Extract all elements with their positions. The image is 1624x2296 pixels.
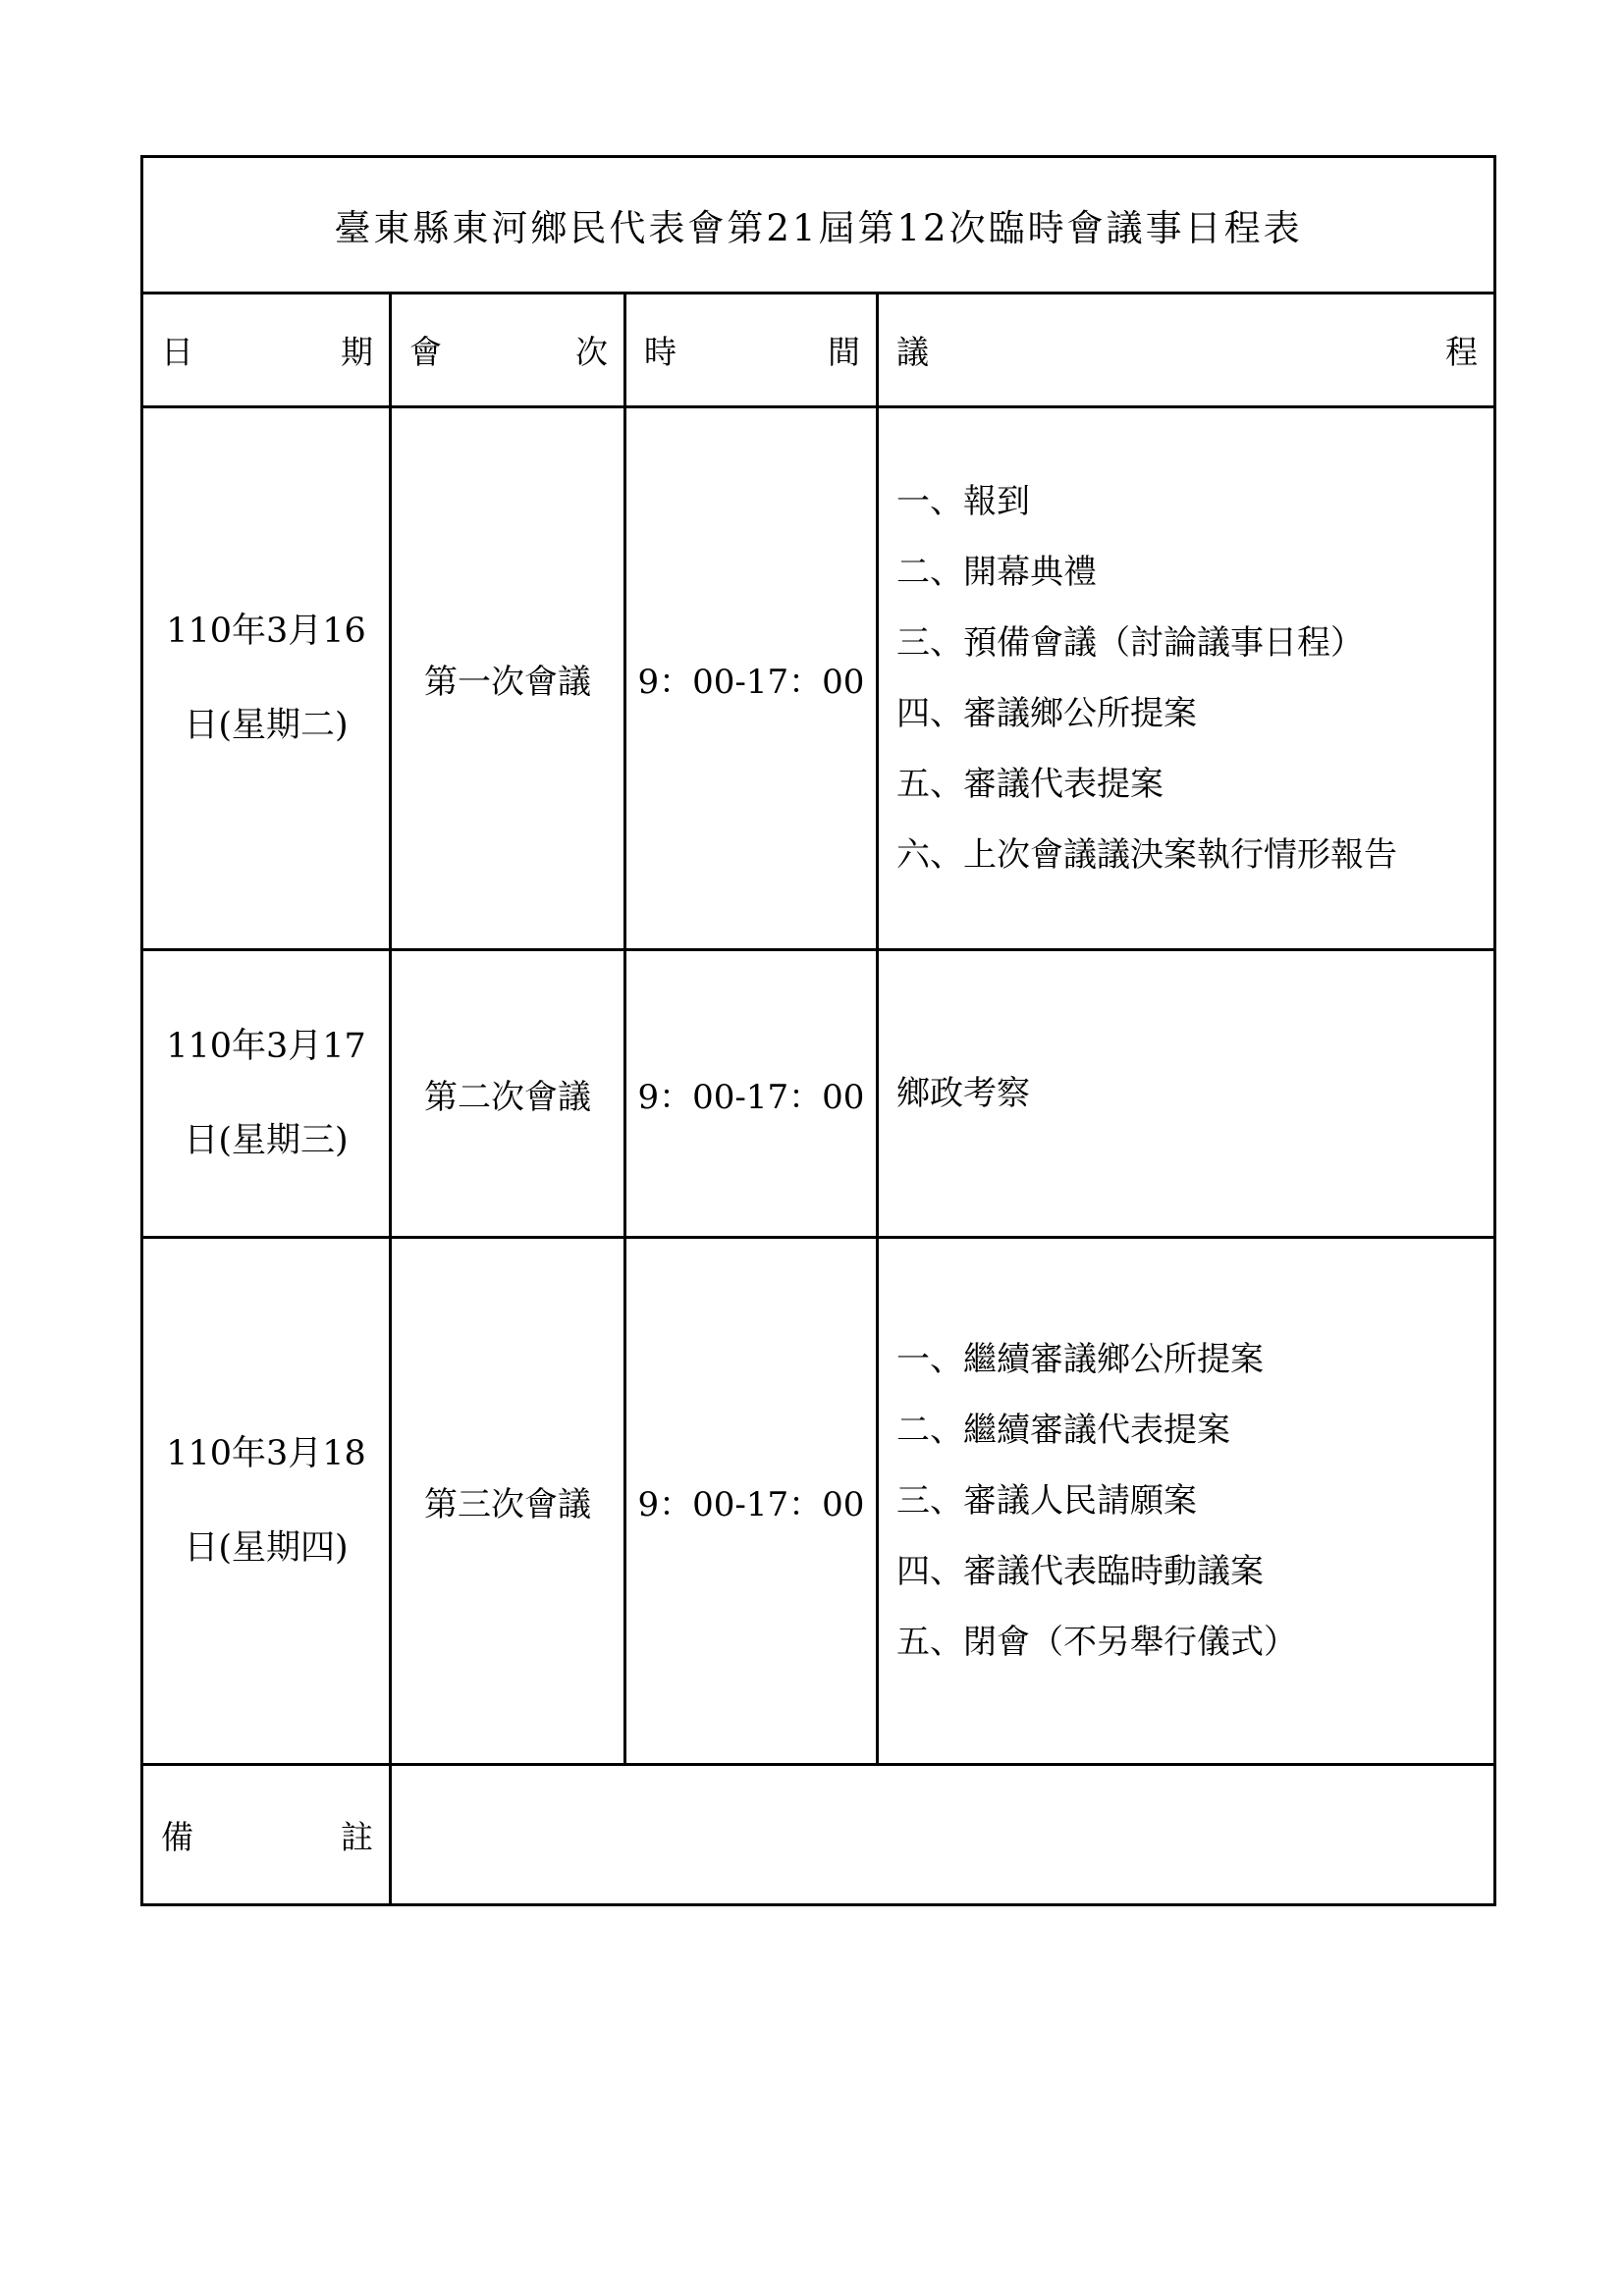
date-line-2: 日(星期四) [184,1528,349,1568]
agenda-cell [878,1238,1495,1765]
document-title: 臺東縣東河鄉民代表會第21屆第12次臨時會議事日程表 [142,157,1495,294]
time-cell: 9：00-17：00 [625,950,878,1238]
schedule-sheet [140,155,1493,1912]
time-cell: 9：00-17：00 [625,407,878,950]
date-line-2: 日(星期三) [184,1121,349,1160]
table-row [142,407,1495,950]
agenda-list [896,1058,1493,1129]
agenda-item: 六、上次會議議決案執行情形報告 [896,835,1397,875]
header-session-char-1: 會 [409,333,442,371]
agenda-item: 三、預備會議（討論議事日程） [896,623,1364,663]
schedule-table [140,155,1496,1906]
agenda-cell [878,950,1495,1238]
notes-content [391,1765,1495,1905]
header-date-char-2: 期 [341,333,373,371]
header-time-char-2: 間 [828,333,860,371]
header-agenda [878,294,1495,407]
date-cell [142,407,391,950]
header-time [625,294,878,407]
agenda-cell [878,407,1495,950]
agenda-item: 五、閉會（不另舉行儀式） [896,1623,1297,1662]
table-row [142,1238,1495,1765]
header-date-char-1: 日 [161,333,193,371]
header-agenda-char-1: 議 [896,333,929,371]
agenda-list [896,1324,1493,1678]
agenda-item: 三、審議人民請願案 [896,1481,1197,1521]
agenda-list [896,466,1493,890]
agenda-item: 一、繼續審議鄉公所提案 [896,1340,1264,1379]
agenda-item: 四、審議代表臨時動議案 [896,1552,1264,1591]
agenda-item: 五、審議代表提案 [896,765,1164,804]
agenda-item: 二、開幕典禮 [896,553,1097,592]
date-cell [142,1238,391,1765]
header-session-char-2: 次 [575,333,608,371]
header-time-char-1: 時 [644,333,677,371]
notes-label-char-2: 註 [341,1817,373,1856]
date-line-1: 110年3月17 [166,1027,366,1066]
header-session [391,294,625,407]
header-date [142,294,391,407]
notes-label [142,1765,391,1905]
date-line-1: 110年3月16 [166,612,366,651]
notes-label-char-1: 備 [161,1817,193,1856]
date-line-1: 110年3月18 [166,1434,366,1473]
agenda-item: 四、審議鄉公所提案 [896,694,1197,733]
agenda-item: 二、繼續審議代表提案 [896,1411,1230,1450]
notes-row [142,1765,1495,1905]
date-line-2: 日(星期二) [184,706,349,745]
header-agenda-char-2: 程 [1445,333,1479,371]
session-cell: 第二次會議 [391,950,625,1238]
agenda-item: 一、報到 [896,482,1030,521]
table-row [142,950,1495,1238]
agenda-item: 鄉政考察 [896,1074,1030,1113]
date-cell [142,950,391,1238]
session-cell: 第三次會議 [391,1238,625,1765]
time-cell: 9：00-17：00 [625,1238,878,1765]
session-cell: 第一次會議 [391,407,625,950]
